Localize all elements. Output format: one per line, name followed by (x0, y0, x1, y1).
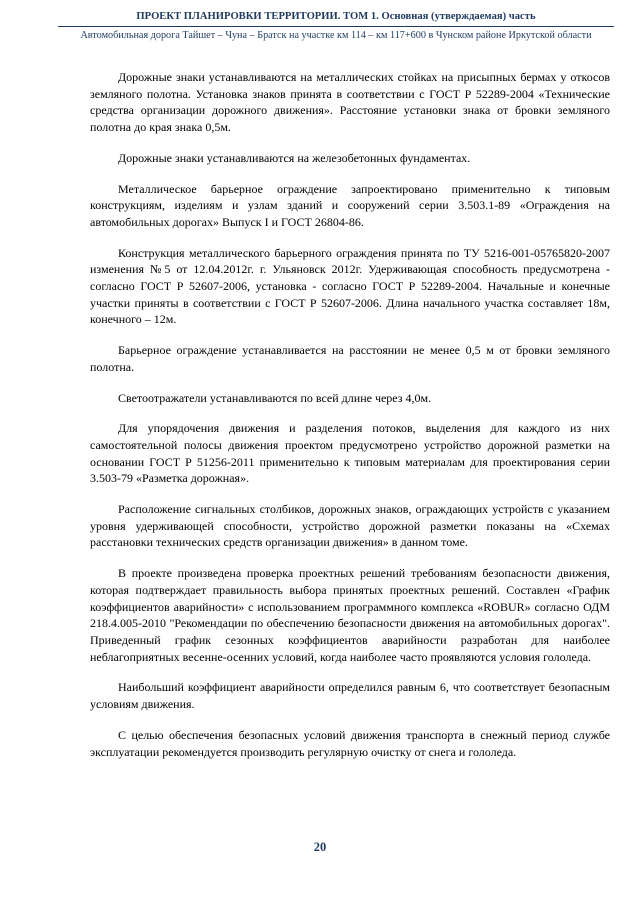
paragraph: Металлическое барьерное ограждение запроектировано применительно к типовым конструкциям, изделиям и узлам зданий и сооружений серии 3.503.1-89 «Ограждения на автомобильных дорогах» Выпуск I и ГОСТ 26804-86. (90, 181, 610, 229)
paragraph: Дорожные знаки устанавливаются на железобетонных фундаментах. (118, 150, 471, 165)
paragraph: Светоотражатели устанавливаются по всей длине через 4,0м. (118, 390, 432, 405)
header-title: ПРОЕКТ ПЛАНИРОВКИ ТЕРРИТОРИИ. ТОМ 1. Основная (утверждаемая) часть (136, 11, 536, 22)
document-body (90, 69, 610, 774)
header-divider (58, 26, 614, 27)
page-header (58, 10, 614, 43)
paragraph: Дорожные знаки устанавливаются на металлических стойках на присыпных бермах у откосов земляного полотна. Установка знаков принята в соответствии с ГОСТ Р 52289-2004 «Технические средства организации дорожного движения». Расстояние установки знака от бровки земляного полотна до края знака 0,5м. (90, 70, 610, 135)
paragraph: Расположение сигнальных столбиков, дорожных знаков, ограждающих устройств с указанием уровня удерживающей способности, устройство дорожной разметки показаны на «Схемах расстановки технических средств организации движения» в данном томе. (90, 502, 610, 550)
paragraph: Наибольший коэффициент аварийности определился равным 6, что соответствует безопасным условиям движения. (90, 680, 610, 712)
paragraph: В проекте произведена проверка проектных решений требованиям безопасности движения, которая подтверждает правильность выбора принятых проектных решений. Составлен «График коэффициентов аварийности» с использованием программного комплекса «ROBUR» согласно ОДМ 218.4.005-2010 "Рекомендации по обеспечению безопасности движения на автомобильных дорогах". Приведенный график сезонных коэффициентов аварийности разработан для наиболее неблагоприятных весенне-осенних условий, когда наиболее часто проявляются условия гололеда. (90, 566, 610, 664)
paragraph: Для упорядочения движения и разделения потоков, выделения для каждого из них самостоятельной полосы движения проектом предусмотрено устройство дорожной разметки на основании ГОСТ Р 51256-2011 применительно к типовым материалам для проектирования серии 3.503-79 «Разметка дорожная». (90, 421, 610, 486)
header-subtitle: Автомобильная дорога Тайшет – Чуна – Братск на участке км 114 – км 117+600 в Чунском районе Иркутской области (80, 30, 592, 41)
paragraph: Конструкция металлического барьерного ограждения принята по ТУ 5216-001-05765820-2007 изменения №5 от 12.04.2012г. г. Ульяновск 2012г. Удерживающая способность предусмотрена - согласно ГОСТ Р 52607-2006, установка - согласно ГОСТ Р 52289-2004. Начальные и конечные участки приняты в соответствии с ГОСТ Р 52607-2006. Длина начального участка составляет 18м, конечного – 12м. (90, 245, 610, 327)
paragraph: Барьерное ограждение устанавливается на расстоянии не менее 0,5 м от бровки земляного полотна. (90, 343, 610, 374)
page-number: 20 (313, 840, 327, 854)
paragraph: С целью обеспечения безопасных условий движения транспорта в снежный период службе эксплуатации рекомендуется производить регулярную очистку от снега и гололеда. (90, 727, 610, 759)
